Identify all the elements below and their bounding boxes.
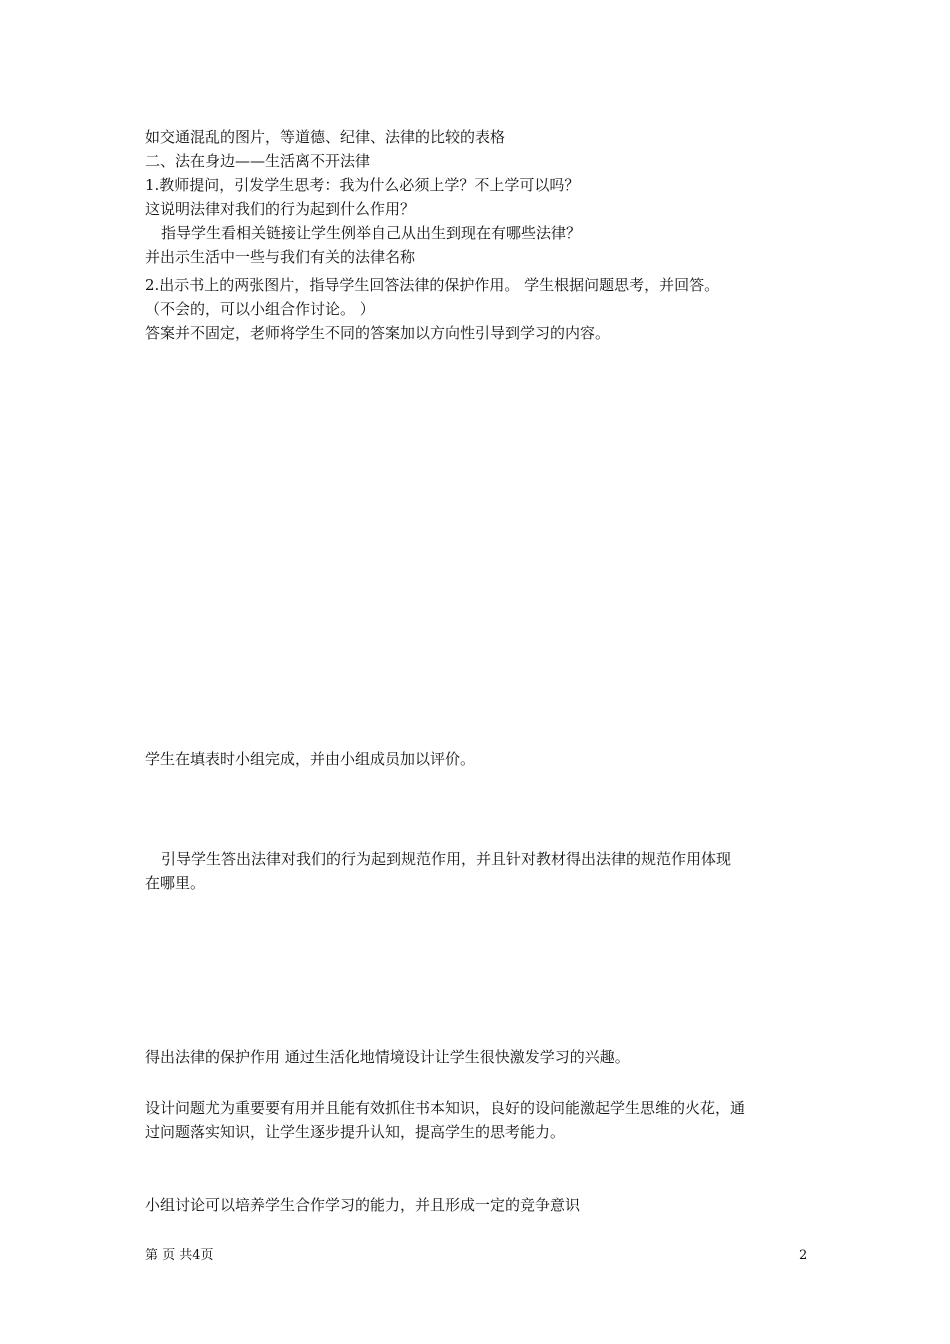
text-line-question-design: 设计问题尤为重要要有用并且能有效抓住书本知识，良好的设问能激起学生思维的火花，通	[145, 1099, 746, 1117]
text-line-answer-guidance: 答案并不固定，老师将学生不同的答案加以方向性引导到学习的内容。	[145, 324, 611, 342]
text-line-teacher-question: 1.教师提问，引发学生思考：我为什么必须上学？不上学可以吗？	[145, 176, 580, 194]
text-line-protective-role: 得出法律的保护作用 通过生活化地情境设计让学生很快激发学习的兴趣。	[145, 1048, 630, 1066]
text-line-example-materials: 如交通混乱的图片，等道德、纪律、法律的比较的表格	[145, 128, 506, 146]
page-footer-info: 第 页 共4页	[145, 1248, 214, 1263]
text-line-group-cooperation: 小组讨论可以培养学生合作学习的能力，并且形成一定的竞争意识	[145, 1196, 581, 1214]
page-number: 2	[799, 1248, 808, 1263]
text-line-law-function-question: 这说明法律对我们的行为起到什么作用？	[145, 200, 416, 218]
text-line-normative-role-cont: 在哪里。	[145, 874, 206, 892]
text-line-group-discussion-note: （不会的，可以小组合作讨论。 ）	[145, 300, 375, 318]
text-line-question-design-cont: 过问题落实知识，让学生逐步提升认知，提高学生的思考能力。	[145, 1123, 566, 1141]
section-heading-law-around-us: 二、法在身边——生活离不开法律	[145, 152, 371, 170]
text-line-show-pictures: 2.出示书上的两张图片，指导学生回答法律的保护作用。 学生根据问题思考，并回答。	[145, 276, 720, 294]
text-line-show-law-names: 并出示生活中一些与我们有关的法律名称	[145, 248, 416, 266]
text-line-normative-role: 引导学生答出法律对我们的行为起到规范作用，并且针对教材得出法律的规范作用体现	[161, 850, 732, 868]
text-line-fill-table-group: 学生在填表时小组完成，并由小组成员加以评价。	[145, 750, 476, 768]
text-line-guide-examples: 指导学生看相关链接让学生例举自己从出生到现在有哪些法律？	[161, 224, 582, 242]
